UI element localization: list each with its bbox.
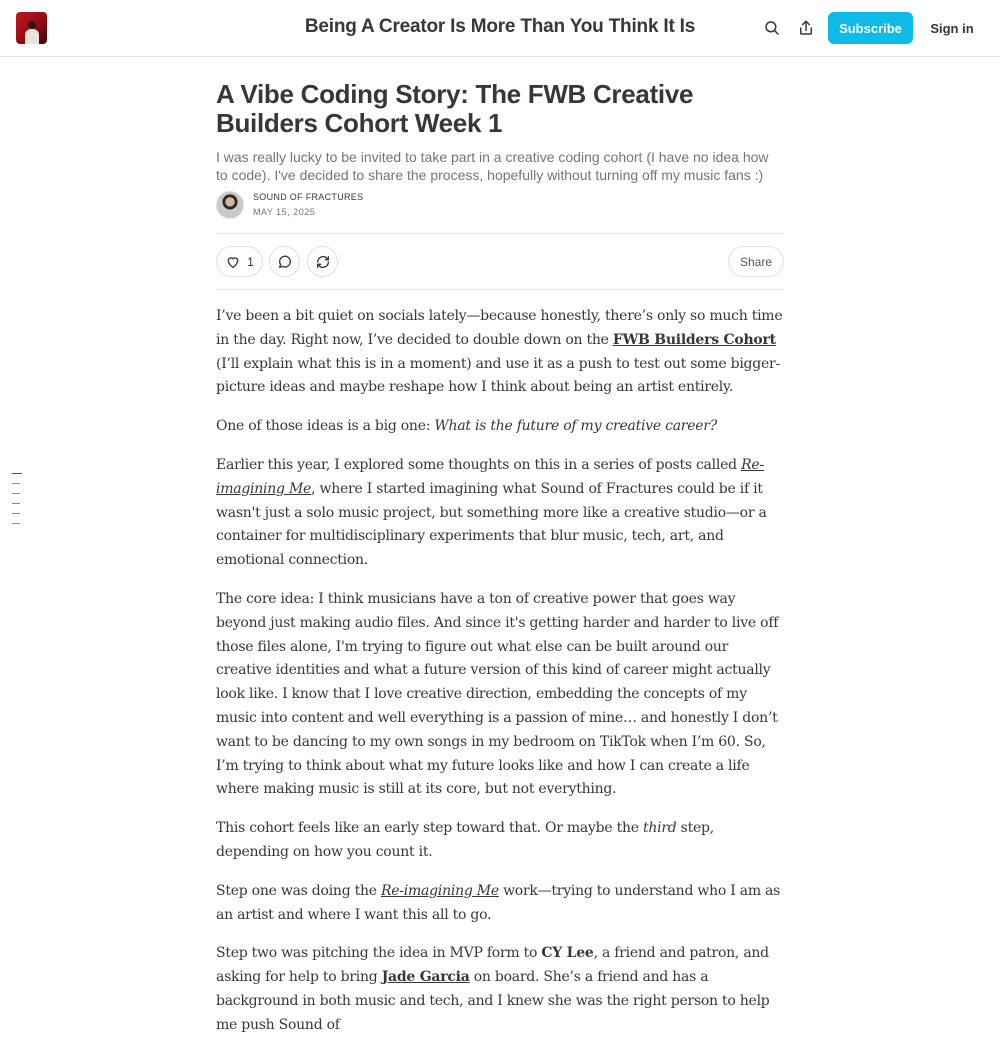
text: Step two was pitching the idea in MVP form to — [216, 945, 542, 962]
text: on board. She’s a friend and has a background in both music and tech, and I knew she was the right person to help me push Sound of — [216, 969, 770, 1033]
paragraph — [216, 415, 784, 439]
post-date: MAY 15, 2025 — [253, 207, 316, 217]
text: Step one was doing the — [216, 882, 381, 899]
like-count: 1 — [247, 254, 254, 269]
strong-text: CY Lee — [541, 945, 594, 962]
heart-icon — [225, 254, 241, 270]
search-icon[interactable] — [761, 17, 783, 39]
subscribe-button[interactable]: Subscribe — [828, 12, 913, 44]
restack-icon — [315, 254, 331, 270]
emphasis-text: What is the future of my creative career? — [434, 418, 718, 435]
author-avatar[interactable] — [216, 191, 244, 219]
byline — [216, 191, 784, 221]
toc-line[interactable] — [12, 473, 22, 474]
toc-line[interactable] — [12, 513, 20, 514]
share-button[interactable]: Share — [728, 246, 784, 277]
text: Earlier this year, I explored some thoughts on this in a series of posts called — [216, 456, 742, 473]
toc-line[interactable] — [12, 493, 20, 494]
paragraph — [216, 305, 784, 400]
paragraph — [216, 454, 784, 573]
text: This cohort feels like an early step toward that. Or maybe the — [216, 820, 643, 837]
publication-title[interactable]: Being A Creator Is More Than You Think It Is — [304, 16, 696, 37]
paragraph: The core idea: I think musicians have a ton of creative power that goes way beyond just making audio files. And since it's getting harder and harder to live off those files alone, I'm trying to figure out what else can be built around our creative identities and what a future version of this kind of career might actually look like. I know that I love creative direction, embedding the concepts of my music into content and well everything is a passion of mine… and honestly I don’t want to be dancing to my own songs in my bedroom on TikTok when I’m 60. So, I’m trying to think about what my future looks like and how I can create a life where making music is still at its core, but not everything. — [216, 590, 779, 798]
fwb-builders-cohort-link[interactable]: FWB Builders Cohort — [612, 331, 776, 348]
post-action-bar — [216, 233, 784, 290]
comment-button[interactable] — [269, 246, 300, 277]
toc-line[interactable] — [12, 523, 20, 524]
top-bar — [0, 0, 1000, 57]
re-imagining-me-link[interactable]: Re-imagining Me — [380, 882, 499, 899]
text: I’ve been a bit quiet on socials lately—because honestly, there’s only so much time in the day. Right now, I’ve decided to double down on the — [216, 308, 783, 348]
re-imagining-me-link[interactable]: Re-imagining Me — [216, 456, 764, 497]
toc-line[interactable] — [12, 483, 20, 484]
emphasis-text: third — [642, 820, 677, 837]
author-name[interactable]: SOUND OF FRACTURES — [253, 192, 364, 202]
paragraph — [216, 880, 784, 928]
post-subtitle: I was really lucky to be invited to take part in a creative coding cohort (I have no idea how to code). I've decided to share the process, hopefully without turning off my music fans :) — [216, 149, 769, 183]
jade-garcia-link[interactable]: Jade Garcia — [381, 969, 470, 986]
article — [216, 80, 784, 1053]
post-body — [216, 305, 784, 1038]
post-title: A Vibe Coding Story: The FWB Creative Builders Cohort Week 1 — [216, 79, 694, 138]
text: One of those ideas is a big one: — [216, 418, 435, 435]
text: step, depending on how you count it. — [216, 820, 714, 860]
share-icon[interactable] — [795, 17, 817, 39]
table-of-contents-indicator[interactable] — [12, 473, 24, 533]
toc-line[interactable] — [12, 503, 20, 504]
comment-icon — [277, 254, 293, 270]
paragraph — [216, 942, 784, 1037]
sign-in-button[interactable]: Sign in — [926, 12, 978, 44]
text: , a friend and patron, and asking for help to bring — [216, 945, 769, 986]
like-button[interactable] — [216, 246, 263, 277]
text: , where I started imagining what Sound of Fractures could be if it wasn't just a solo music project, but something more like a creative studio—or a container for multidisciplinary experiments that blur music, tech, art, and emotional connection. — [216, 480, 767, 569]
text: work—trying to understand who I am as an artist and where I want this all to go. — [216, 882, 781, 923]
paragraph — [216, 817, 784, 865]
restack-button[interactable] — [307, 246, 338, 277]
text: (I’ll explain what this is in a moment) and use it as a push to test out some bigger-picture ideas and maybe reshape how I think about being an artist entirely. — [216, 355, 780, 396]
